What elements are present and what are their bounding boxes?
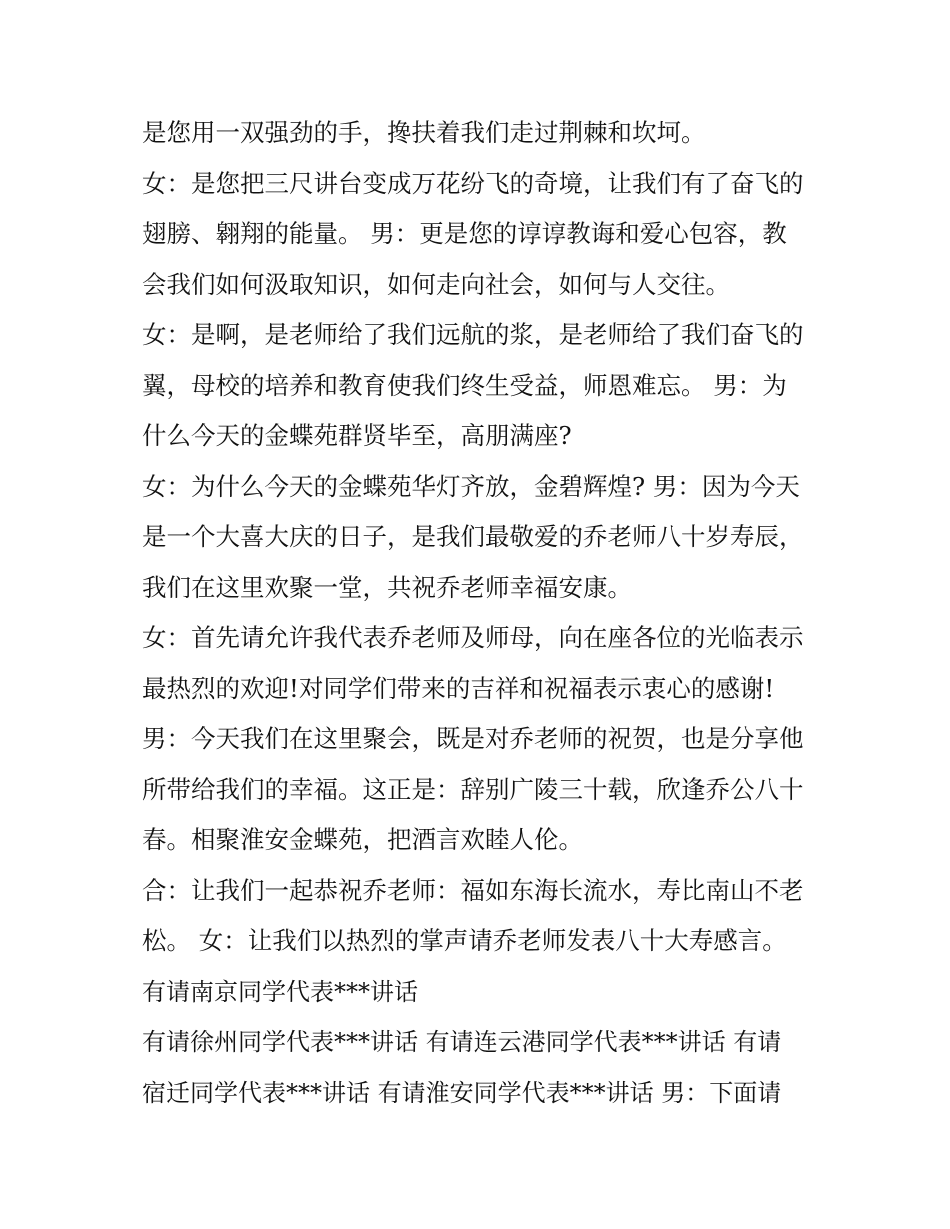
text-line: 会我们如何汲取知识，如何走向社会，如何与人交往。 bbox=[142, 269, 730, 299]
text-line: 什么今天的金蝶苑群贤毕至，高朋满座? bbox=[142, 421, 572, 450]
text-line: 翼，母校的培养和教育使我们终生受益，师恩难忘。 男：为 bbox=[142, 370, 787, 400]
text-line: 春。相聚淮安金蝶苑，把酒言欢睦人伦。 bbox=[142, 825, 583, 854]
text-line: 女：为什么今天的金蝶苑华灯齐放，金碧辉煌? 男：因为今天 bbox=[142, 471, 800, 501]
text-line: 有请徐州同学代表***讲话 有请连云港同学代表***讲话 有请 bbox=[142, 1028, 782, 1056]
text-line: 女：是您把三尺讲台变成万花纷飞的奇境，让我们有了奋飞的 bbox=[142, 168, 804, 198]
text-line: 女：是啊，是老师给了我们远航的浆，是老师给了我们奋飞的 bbox=[142, 320, 804, 349]
document-body bbox=[142, 108, 822, 1118]
text-line: 合：让我们一起恭祝乔老师：福如东海长流水，寿比南山不老 bbox=[142, 875, 804, 905]
text-line: 是一个大喜大庆的日子，是我们最敬爱的乔老师八十岁寿辰， bbox=[142, 522, 804, 551]
text-line: 宿迁同学代表***讲话 有请淮安同学代表***讲话 男：下面请 bbox=[142, 1078, 782, 1107]
text-line: 是您用一双强劲的手，搀扶着我们走过荆棘和坎坷。 bbox=[142, 118, 706, 147]
text-line: 所带给我们的幸福。这正是：辞别广陵三十载，欣逢乔公八十 bbox=[142, 774, 804, 804]
text-line: 男：今天我们在这里聚会，既是对乔老师的祝贺，也是分享他 bbox=[142, 724, 804, 753]
text-line: 翅膀、翱翔的能量。 男：更是您的谆谆教诲和爱心包容，教 bbox=[142, 219, 787, 248]
text-line: 有请南京同学代表***讲话 bbox=[142, 977, 418, 1006]
text-line: 女：首先请允许我代表乔老师及师母，向在座各位的光临表示 bbox=[142, 623, 804, 652]
text-line: 我们在这里欢聚一堂，共祝乔老师幸福安康。 bbox=[142, 572, 632, 602]
text-line: 最热烈的欢迎!对同学们带来的吉祥和祝福表示衷心的感谢! bbox=[142, 673, 775, 703]
text-line: 松。 女：让我们以热烈的掌声请乔老师发表八十大寿感言。 bbox=[142, 926, 787, 955]
